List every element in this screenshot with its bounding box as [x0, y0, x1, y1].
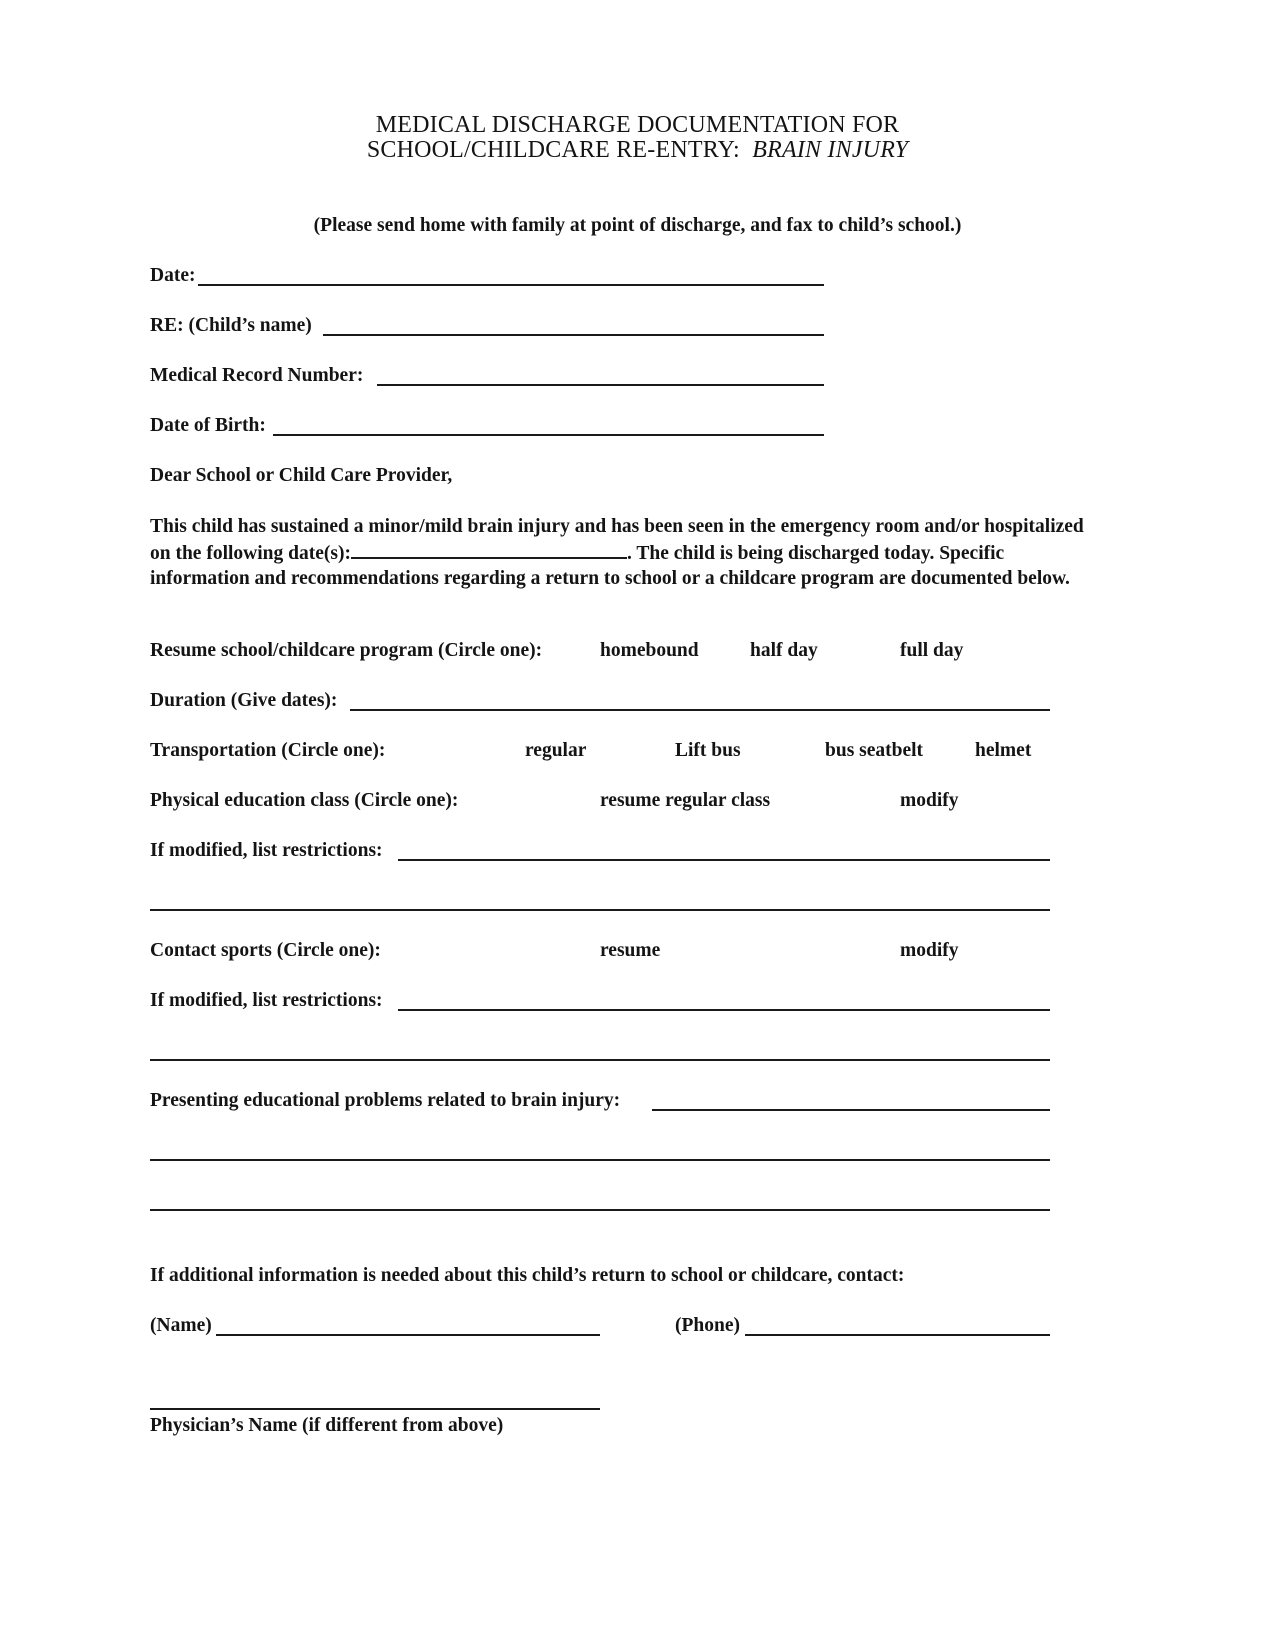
- dob-label: Date of Birth:: [150, 415, 266, 436]
- mrn-label: Medical Record Number:: [150, 365, 364, 386]
- transport-option-lift-bus[interactable]: Lift bus: [675, 740, 741, 761]
- problems-field-line3[interactable]: [150, 1209, 1050, 1211]
- form-title-line1: MEDICAL DISCHARGE DOCUMENTATION FOR: [375, 112, 900, 138]
- restrictions2-field[interactable]: [398, 1009, 1050, 1011]
- contact-sports-option-modify[interactable]: modify: [900, 940, 959, 961]
- problems-field[interactable]: [652, 1109, 1050, 1111]
- restrictions1-field[interactable]: [398, 859, 1050, 861]
- contact-info-text: If additional information is needed about this child’s return to school or childcare, contact:: [150, 1265, 905, 1286]
- form-title-italic: BRAIN INJURY: [752, 137, 909, 163]
- restrictions2-label: If modified, list restrictions:: [150, 990, 383, 1011]
- contact-sports-option-resume[interactable]: resume: [600, 940, 661, 961]
- form-title-line2: [0, 137, 1275, 163]
- hospitalization-dates-field[interactable]: [351, 539, 627, 559]
- dob-field[interactable]: [273, 434, 824, 436]
- child-name-field[interactable]: [323, 334, 824, 336]
- body-part2: . The child is being discharged today. Specific information and recommendations regarding a return to school or a childcare program are documented below.: [150, 543, 1070, 589]
- body-paragraph: [150, 514, 1100, 591]
- transportation-label: Transportation (Circle one):: [150, 740, 386, 761]
- resume-option-homebound[interactable]: homebound: [600, 640, 699, 661]
- duration-field[interactable]: [350, 709, 1050, 711]
- pe-label: Physical education class (Circle one):: [150, 790, 459, 811]
- name-field[interactable]: [216, 1334, 600, 1336]
- pe-option-resume[interactable]: resume regular class: [600, 790, 771, 811]
- instruction-text: (Please send home with family at point of discharge, and fax to child’s school.): [313, 215, 962, 236]
- restrictions1-field-line2[interactable]: [150, 909, 1050, 911]
- date-label: Date:: [150, 265, 196, 286]
- child-name-label: RE: (Child’s name): [150, 315, 312, 336]
- resume-option-half-day[interactable]: half day: [750, 640, 818, 661]
- problems-field-line2[interactable]: [150, 1159, 1050, 1161]
- phone-field[interactable]: [745, 1334, 1050, 1336]
- contact-sports-label: Contact sports (Circle one):: [150, 940, 381, 961]
- body-part1: This child has sustained a minor/mild brain injury and has been seen in the emergency room and/or hospitalized on the following date(s):: [150, 516, 1084, 564]
- salutation: Dear School or Child Care Provider,: [150, 465, 453, 486]
- physician-name-field[interactable]: [150, 1408, 600, 1410]
- name-label: (Name): [150, 1315, 212, 1336]
- restrictions1-label: If modified, list restrictions:: [150, 840, 383, 861]
- phone-label: (Phone): [675, 1315, 740, 1336]
- restrictions2-field-line2[interactable]: [150, 1059, 1050, 1061]
- mrn-field[interactable]: [377, 384, 824, 386]
- resume-option-full-day[interactable]: full day: [900, 640, 964, 661]
- transport-option-helmet[interactable]: helmet: [975, 740, 1032, 761]
- transport-option-bus-seatbelt[interactable]: bus seatbelt: [825, 740, 924, 761]
- transport-option-regular[interactable]: regular: [525, 740, 587, 761]
- resume-label: Resume school/childcare program (Circle one):: [150, 640, 543, 661]
- problems-label: Presenting educational problems related to brain injury:: [150, 1090, 621, 1111]
- physician-label: Physician’s Name (if different from above): [150, 1415, 504, 1436]
- date-field[interactable]: [198, 284, 824, 286]
- duration-label: Duration (Give dates):: [150, 690, 338, 711]
- form-title-prefix: SCHOOL/CHILDCARE RE-ENTRY:: [366, 137, 740, 163]
- pe-option-modify[interactable]: modify: [900, 790, 959, 811]
